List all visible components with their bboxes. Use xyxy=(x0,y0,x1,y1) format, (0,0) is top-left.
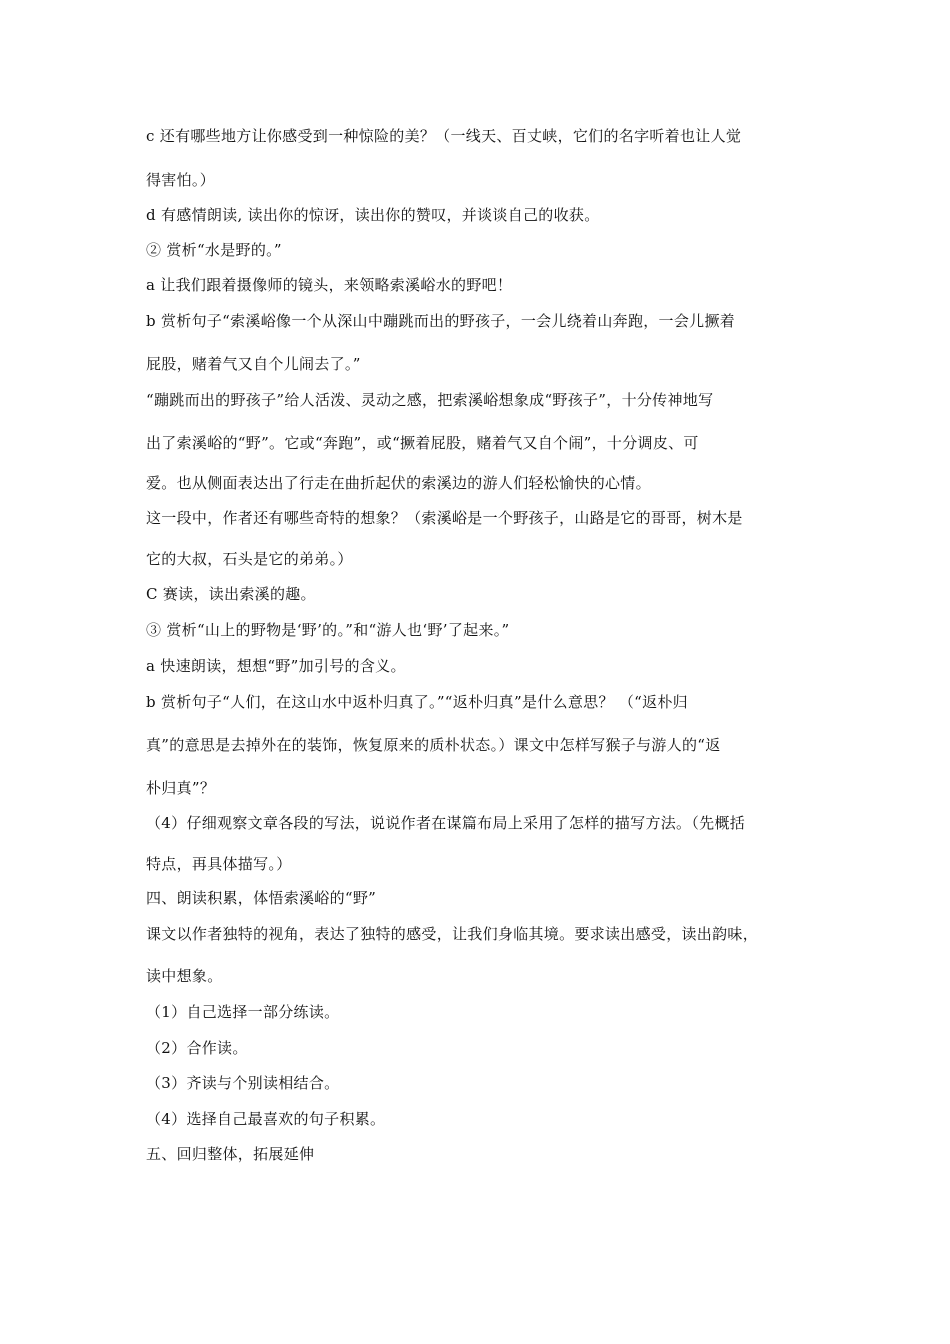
section-heading: 四、朗读积累，体悟索溪峪的“野” xyxy=(146,889,377,907)
list-item: （3）齐读与个别读相结合。 xyxy=(146,1074,340,1092)
list-item: （2）合作读。 xyxy=(146,1039,248,1057)
text-line: d 有感情朗读, 读出你的惊讶，读出你的赞叹，并谈谈自己的收获。 xyxy=(146,206,600,224)
text-line: 爱。也从侧面表达出了行走在曲折起伏的索溪边的游人们轻松愉快的心情。 xyxy=(146,474,651,492)
text-line: b 赏析句子“索溪峪像一个从深山中蹦跳而出的野孩子，一会儿绕着山奔跑，一会儿撅着 xyxy=(146,312,736,330)
text-line: c 还有哪些地方让你感受到一种惊险的美？（一线天、百丈峡，它们的名字听着也让人觉 xyxy=(146,127,742,145)
text-line: 出了索溪峪的“野”。它或“奔跑”，或“撅着屁股，赌着气又自个闹”，十分调皮、可 xyxy=(146,434,699,452)
text-line: 屁股，赌着气又自个儿闹去了。” xyxy=(146,355,361,373)
text-line: C 赛读，读出索溪的趣。 xyxy=(146,585,316,603)
section-heading: 五、回归整体，拓展延伸 xyxy=(146,1145,315,1163)
text-line: 真”的意思是去掉外在的装饰，恢复原来的质朴状态。）课文中怎样写猴子与游人的“返 xyxy=(146,736,721,754)
text-line: 得害怕。） xyxy=(146,171,216,189)
text-line: “蹦跳而出的野孩子”给人活泼、灵动之感，把索溪峪想象成“野孩子”，十分传神地写 xyxy=(146,391,714,409)
list-item: （1）自己选择一部分练读。 xyxy=(146,1003,340,1021)
text-line: b 赏析句子“人们，在这山水中返朴归真了。”“返朴归真”是什么意思？ （“返朴归 xyxy=(146,693,688,711)
text-line: a 让我们跟着摄像师的镜头，来领略索溪峪水的野吧！ xyxy=(146,276,513,294)
text-line: （4）仔细观察文章各段的写法，说说作者在谋篇布局上采用了怎样的描写方法。（先概括 xyxy=(146,814,746,832)
text-line: 课文以作者独特的视角，表达了独特的感受，让我们身临其境。要求读出感受，读出韵味， xyxy=(146,925,759,943)
text-line: a 快速朗读，想想“野”加引号的含义。 xyxy=(146,657,406,675)
text-line: 这一段中，作者还有哪些奇特的想象？（索溪峪是一个野孩子，山路是它的哥哥，树木是 xyxy=(146,509,743,527)
text-line: 读中想象。 xyxy=(146,967,223,985)
text-line: 特点，再具体描写。） xyxy=(146,855,292,873)
text-line: 朴归真”？ xyxy=(146,779,216,797)
list-item: （4）选择自己最喜欢的句子积累。 xyxy=(146,1110,386,1128)
text-line: 它的大叔，石头是它的弟弟。） xyxy=(146,550,353,568)
text-line: ③ 赏析“山上的野物是‘野’的。”和“游人也‘野’了起来。” xyxy=(146,621,510,639)
text-line: ② 赏析“水是野的。” xyxy=(146,241,282,259)
